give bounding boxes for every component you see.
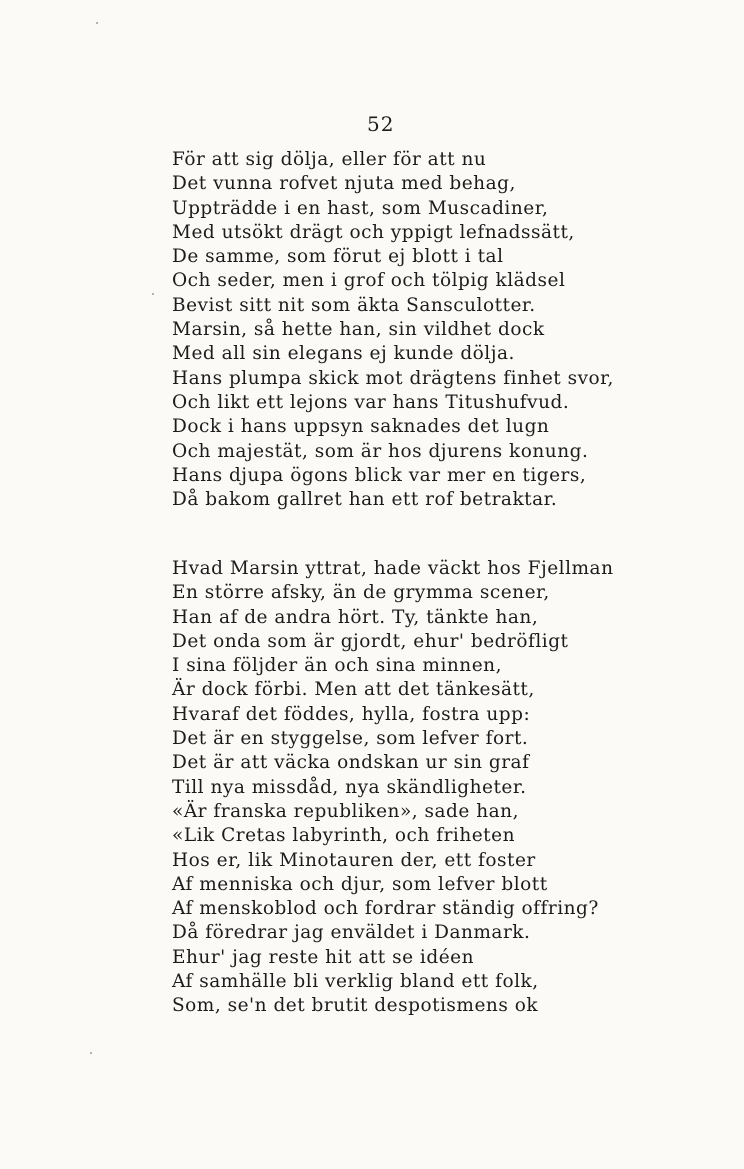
verse-line: Bevist sitt nit som äkta Sansculotter.: [172, 294, 536, 316]
verse-line: Hvad Marsin yttrat, hade väckt hos Fjellman: [172, 558, 614, 579]
verse-line: «Lik Cretas labyrinth, och friheten: [172, 825, 515, 847]
verse-line: En större afsky, än de grymma scener,: [172, 582, 550, 604]
verse-line: I sina följder än och sina minnen,: [172, 655, 502, 677]
paper-speck: [96, 22, 98, 24]
page-number: 52: [367, 112, 395, 136]
verse-line: Med all sin elegans ej kunde dölja.: [172, 343, 515, 365]
verse-line: Af menniska och djur, som lefver blott: [172, 873, 548, 895]
verse-line: Marsin, så hette han, sin vildhet dock: [172, 319, 545, 341]
verse-line: Då bakom gallret han ett rof betraktar.: [172, 489, 558, 511]
verse-line: Då föredrar jag enväldet i Danmark.: [172, 922, 531, 944]
verse-line: Ehur' jag reste hit att se idéen: [172, 946, 475, 968]
verse-line: Är dock förbi. Men att det tänkesätt,: [172, 679, 535, 701]
verse-line: Och seder, men i grof och tölpig klädsel: [172, 270, 566, 292]
verse-line: Som, se'n det brutit despotismens ok: [172, 995, 539, 1017]
verse-line: Hans djupa ögons blick var mer en tigers,: [172, 464, 587, 486]
verse-line: Det vunna rofvet njuta med behag,: [172, 173, 516, 195]
verse-line: Dock i hans uppsyn saknades det lugn: [172, 416, 550, 438]
verse-line: Och majestät, som är hos djurens konung.: [172, 440, 589, 462]
verse-line: Hans plumpa skick mot drägtens finhet svor,: [172, 367, 614, 389]
verse-line: Af menskoblod och fordrar ständig offring?: [172, 898, 599, 920]
verse-line: De samme, som förut ej blott i tal: [172, 246, 504, 268]
verse-line: «Är franska republiken», sade han,: [172, 800, 519, 822]
verse-line: För att sig dölja, eller för att nu: [172, 149, 487, 170]
paper-speck: [90, 1052, 92, 1054]
verse-line: Uppträdde i en hast, som Muscadiner,: [172, 197, 549, 219]
stanza: [172, 148, 614, 512]
verse-line: Till nya missdåd, nya skändligheter.: [172, 776, 527, 798]
verse-line: Med utsökt drägt och yppigt lefnadssätt,: [172, 221, 575, 243]
verse-line: Det är att väcka ondskan ur sin graf: [172, 752, 530, 774]
verse-line: Af samhälle bli verklig bland ett folk,: [172, 971, 539, 993]
verse-line: Hvaraf det föddes, hylla, fostra upp:: [172, 703, 531, 725]
verse-line: Det är en styggelse, som lefver fort.: [172, 728, 529, 750]
verse-line: Det onda som är gjordt, ehur' bedröfligt: [172, 630, 569, 652]
verse-line: Och likt ett lejons var hans Titushufvud.: [172, 391, 570, 413]
stanza: [172, 557, 614, 1019]
verse-line: Han af de andra hört. Ty, tänkte han,: [172, 606, 539, 628]
verse-line: Hos er, lik Minotauren der, ett foster: [172, 849, 536, 871]
paper-speck: [152, 293, 154, 295]
